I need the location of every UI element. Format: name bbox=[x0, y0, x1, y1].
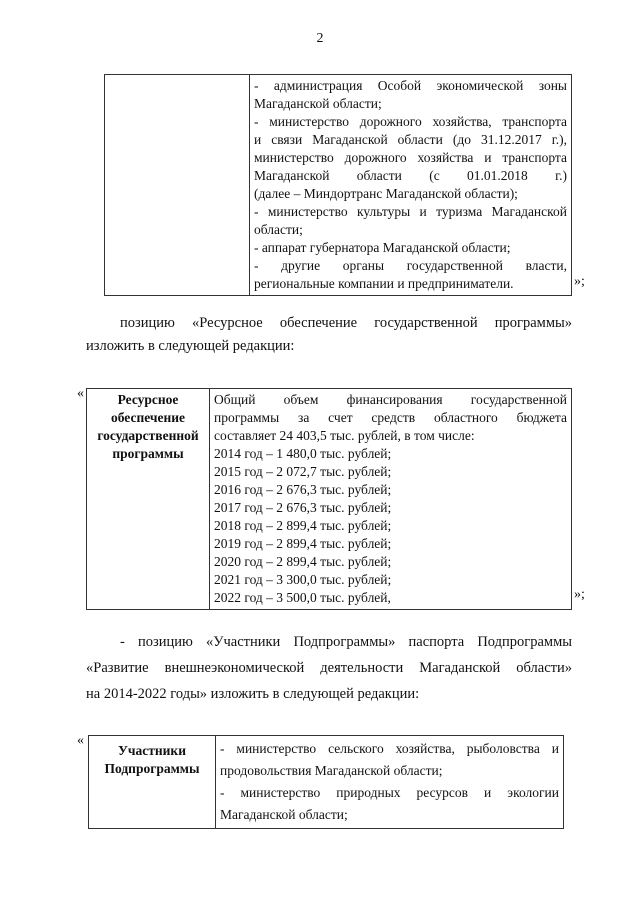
close-quote-mark: »; bbox=[574, 587, 585, 602]
paragraph-line: на 2014-2022 годы» изложить в следующей редакции: bbox=[86, 686, 420, 702]
text-line: (далее – Миндортранс Магаданской области); bbox=[254, 186, 518, 201]
close-quote-mark: »; bbox=[574, 274, 585, 289]
text-line: Магаданской области; bbox=[220, 807, 348, 822]
funding-year-line: 2016 год – 2 676,3 тыс. рублей; bbox=[214, 482, 392, 497]
content-cell bbox=[216, 736, 564, 829]
text-line: - министерство природных ресурсов и экологии bbox=[220, 785, 559, 800]
text-line: и связи Магаданской области (до 31.12.2017 г.), bbox=[254, 132, 567, 147]
paragraph-line: - позицию «Участники Подпрограммы» паспорта Подпрограммы bbox=[120, 634, 572, 650]
funding-year-line: 2021 год – 3 300,0 тыс. рублей; bbox=[214, 572, 392, 587]
funding-year-line: 2018 год – 2 899,4 тыс. рублей; bbox=[214, 518, 392, 533]
text-line: области; bbox=[254, 222, 303, 237]
text-line: Магаданской области; bbox=[254, 96, 382, 111]
text-line: министерство дорожного хозяйства и транспорта bbox=[254, 150, 567, 165]
open-quote-mark: « bbox=[77, 733, 84, 748]
label-line: Ресурсное bbox=[117, 392, 179, 407]
label-line: обеспечение bbox=[110, 410, 186, 425]
text-line: - администрация Особой экономической зоны bbox=[254, 78, 567, 93]
label-cell bbox=[87, 389, 210, 610]
page-number: 2 bbox=[316, 31, 324, 46]
paragraph-line: «Развитие внешнеэкономической деятельности Магаданской области» bbox=[86, 660, 572, 676]
text-line: - министерство культуры и туризма Магаданской bbox=[254, 204, 567, 219]
text-line: - другие органы государственной власти, bbox=[254, 258, 567, 273]
label-line: государственной bbox=[97, 428, 199, 443]
label-cell-empty bbox=[105, 75, 250, 296]
text-line: программы за счет средств областного бюджета bbox=[214, 410, 567, 425]
content-cell bbox=[250, 75, 572, 296]
table-participants-continued bbox=[104, 74, 572, 296]
funding-year-line: 2022 год – 3 500,0 тыс. рублей, bbox=[214, 590, 391, 605]
paragraph-line: изложить в следующей редакции: bbox=[86, 338, 295, 354]
text-line: - министерство дорожного хозяйства, транспорта bbox=[254, 114, 567, 129]
table-subprogram-participants bbox=[88, 735, 564, 829]
label-line: программы bbox=[112, 446, 184, 461]
table-resource-provision bbox=[86, 388, 572, 610]
text-line: Магаданской области (с 01.01.2018 г.) bbox=[254, 168, 567, 183]
paragraph-line: позицию «Ресурсное обеспечение государственной программы» bbox=[120, 315, 572, 331]
label-line: Участники bbox=[117, 743, 186, 758]
content-cell bbox=[210, 389, 572, 610]
funding-year-line: 2015 год – 2 072,7 тыс. рублей; bbox=[214, 464, 392, 479]
funding-year-line: 2017 год – 2 676,3 тыс. рублей; bbox=[214, 500, 392, 515]
text-line: - министерство сельского хозяйства, рыболовства и bbox=[220, 741, 559, 756]
funding-year-line: 2014 год – 1 480,0 тыс. рублей; bbox=[214, 446, 392, 461]
label-cell bbox=[89, 736, 216, 829]
text-line: региональные компании и предприниматели. bbox=[254, 276, 514, 291]
label-line: Подпрограммы bbox=[104, 761, 200, 776]
funding-year-line: 2019 год – 2 899,4 тыс. рублей; bbox=[214, 536, 392, 551]
text-line: составляет 24 403,5 тыс. рублей, в том числе: bbox=[214, 428, 475, 443]
text-line: Общий объем финансирования государственной bbox=[214, 392, 567, 407]
text-line: - аппарат губернатора Магаданской области; bbox=[254, 240, 511, 255]
text-line: продовольствия Магаданской области; bbox=[220, 763, 443, 778]
funding-year-line: 2020 год – 2 899,4 тыс. рублей; bbox=[214, 554, 392, 569]
open-quote-mark: « bbox=[77, 386, 84, 401]
